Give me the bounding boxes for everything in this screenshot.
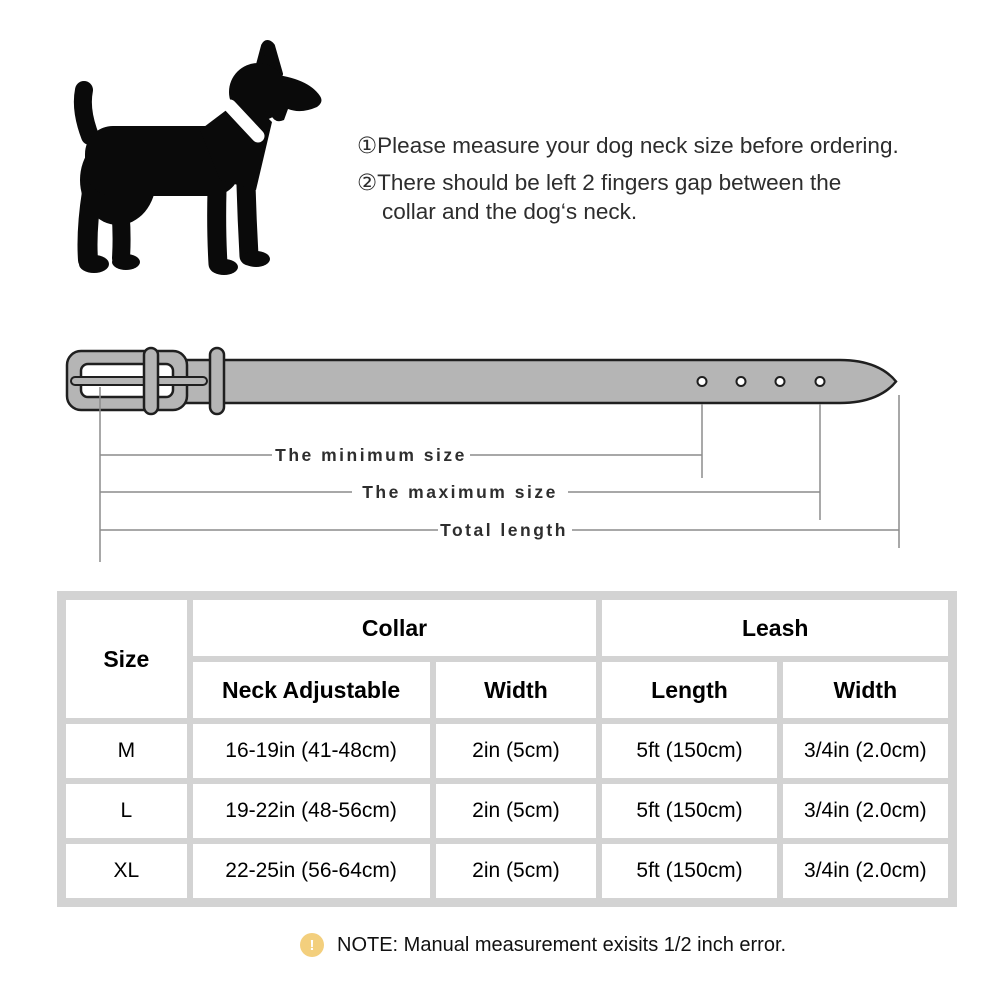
- exclamation-icon: !: [300, 933, 324, 957]
- cell-size: XL: [66, 844, 187, 898]
- note-text: NOTE: Manual measurement exisits 1/2 inch error.: [337, 933, 787, 956]
- instruction-2-line1: ②There should be left 2 fingers gap between the: [357, 170, 842, 195]
- collar-keeper-2: [210, 348, 224, 414]
- collar-strap: [170, 360, 896, 403]
- column-header-collar-width: Width: [436, 662, 597, 718]
- collar-measurement-diagram: [0, 330, 1000, 580]
- label-maximum-size: The maximum size: [362, 482, 558, 502]
- dog-muzzle: [263, 74, 321, 121]
- cell-leash-width: 3/4in (2.0cm): [783, 724, 948, 778]
- column-header-leash-width: Width: [783, 662, 948, 718]
- cell-neck: 16-19in (41-48cm): [193, 724, 430, 778]
- collar-keeper-1: [144, 348, 158, 414]
- instruction-1: ①Please measure your dog neck size before ordering.: [357, 133, 899, 158]
- column-group-collar: Collar: [193, 600, 597, 656]
- cell-neck: 22-25in (56-64cm): [193, 844, 430, 898]
- column-header-leash-length: Length: [602, 662, 776, 718]
- table-sub-header-row: [66, 662, 948, 718]
- column-header-neck-adjustable: Neck Adjustable: [193, 662, 430, 718]
- cell-leash-length: 5ft (150cm): [602, 724, 776, 778]
- label-total-length: Total length: [440, 520, 568, 540]
- size-chart-table: [57, 591, 957, 907]
- dog-tail: [83, 90, 90, 136]
- column-header-size: Size: [66, 600, 187, 718]
- measurement-note: [300, 933, 786, 957]
- cell-collar-width: 2in (5cm): [436, 784, 597, 838]
- table-row-l: [66, 784, 948, 838]
- cell-size: L: [66, 784, 187, 838]
- cell-leash-length: 5ft (150cm): [602, 784, 776, 838]
- ordering-instructions: [357, 131, 957, 226]
- column-group-leash: Leash: [602, 600, 948, 656]
- cell-collar-width: 2in (5cm): [436, 844, 597, 898]
- instruction-2-line2: collar and the dog‘s neck.: [382, 199, 638, 224]
- cell-collar-width: 2in (5cm): [436, 724, 597, 778]
- cell-size: M: [66, 724, 187, 778]
- dog-silhouette-illustration: [60, 40, 340, 300]
- cell-leash-length: 5ft (150cm): [602, 844, 776, 898]
- cell-leash-width: 3/4in (2.0cm): [783, 784, 948, 838]
- cell-leash-width: 3/4in (2.0cm): [783, 844, 948, 898]
- table-row-xl: [66, 844, 948, 898]
- label-minimum-size: The minimum size: [275, 445, 467, 465]
- table-row-m: [66, 724, 948, 778]
- table-group-header-row: [66, 600, 948, 656]
- collar-buckle-prong: [71, 377, 207, 385]
- cell-neck: 19-22in (48-56cm): [193, 784, 430, 838]
